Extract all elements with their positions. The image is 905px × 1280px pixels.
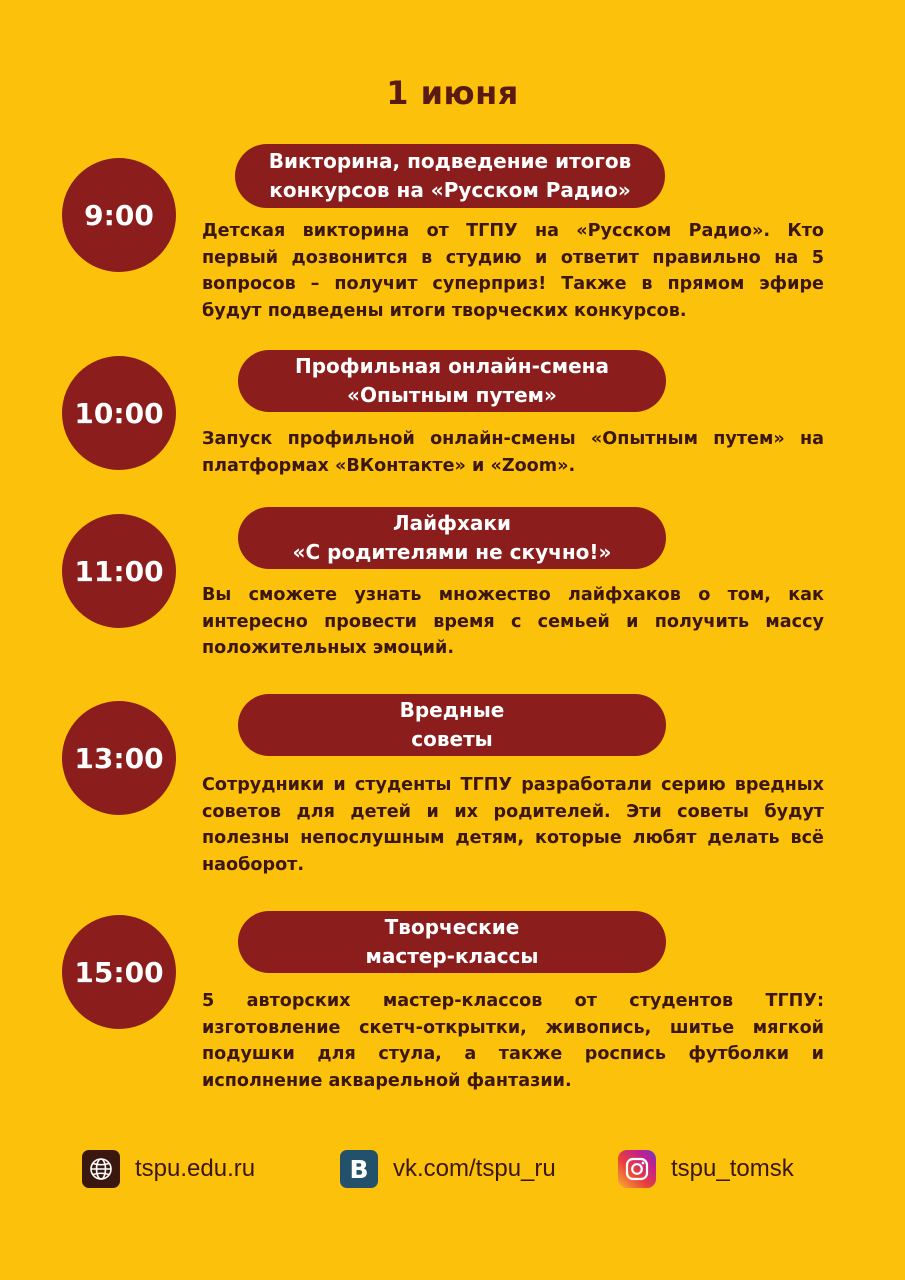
instagram-icon	[618, 1150, 656, 1188]
event-description-quiz: Детская викторина от ТГПУ на «Русском Радио». Кто первый дозвонится в студию и ответит правильно на 5 вопросов – получит суперприз! Также в прямом эфире будут подведены итоги творческих конкурсов.	[202, 221, 824, 321]
footer-instagram[interactable]	[618, 1150, 794, 1188]
instagram-link[interactable]: tspu_tomsk	[671, 1155, 794, 1182]
vk-link[interactable]: vk.com/tspu_ru	[393, 1155, 556, 1182]
vk-icon: В	[340, 1150, 378, 1188]
page-title: 1 июня	[386, 74, 519, 112]
event-description-online-shift: Запуск профильной онлайн-смены «Опытным путем» на платформах «ВКонтакте» и «Zoom».	[202, 429, 824, 476]
event-description-bad-advice: Сотрудники и студенты ТГПУ разработали серию вредных советов для детей и их родителей. Эти советы будут полезны непослушным детям, которые любят делать всё наоборот.	[202, 775, 824, 875]
event-heading-masterclasses: Творческие мастер-классы	[238, 911, 666, 973]
time-circle-9: 9:00	[62, 158, 176, 272]
event-heading-online-shift: Профильная онлайн-смена «Опытным путем»	[238, 350, 666, 412]
event-heading-bad-advice: Вредные советы	[238, 694, 666, 756]
time-circle-15: 15:00	[62, 915, 176, 1029]
footer-website[interactable]	[82, 1150, 255, 1188]
event-description-masterclasses: 5 авторских мастер-классов от студентов ТГПУ: изготовление скетч-открытки, живопись, шитье мягкой подушки для стула, а также роспись футболки и исполнение акварельной фантазии.	[202, 991, 824, 1091]
time-circle-13: 13:00	[62, 701, 176, 815]
time-circle-10: 10:00	[62, 356, 176, 470]
footer-vk[interactable]	[340, 1150, 556, 1188]
globe-icon	[82, 1150, 120, 1188]
event-heading-quiz: Викторина, подведение итогов конкурсов на «Русском Радио»	[235, 144, 665, 208]
event-heading-lifehacks: Лайфхаки «С родителями не скучно!»	[238, 507, 666, 569]
event-description-lifehacks: Вы сможете узнать множество лайфхаков о том, как интересно провести время с семьей и получить массу положительных эмоций.	[202, 585, 824, 658]
website-link[interactable]: tspu.edu.ru	[135, 1155, 256, 1182]
time-circle-11: 11:00	[62, 514, 176, 628]
